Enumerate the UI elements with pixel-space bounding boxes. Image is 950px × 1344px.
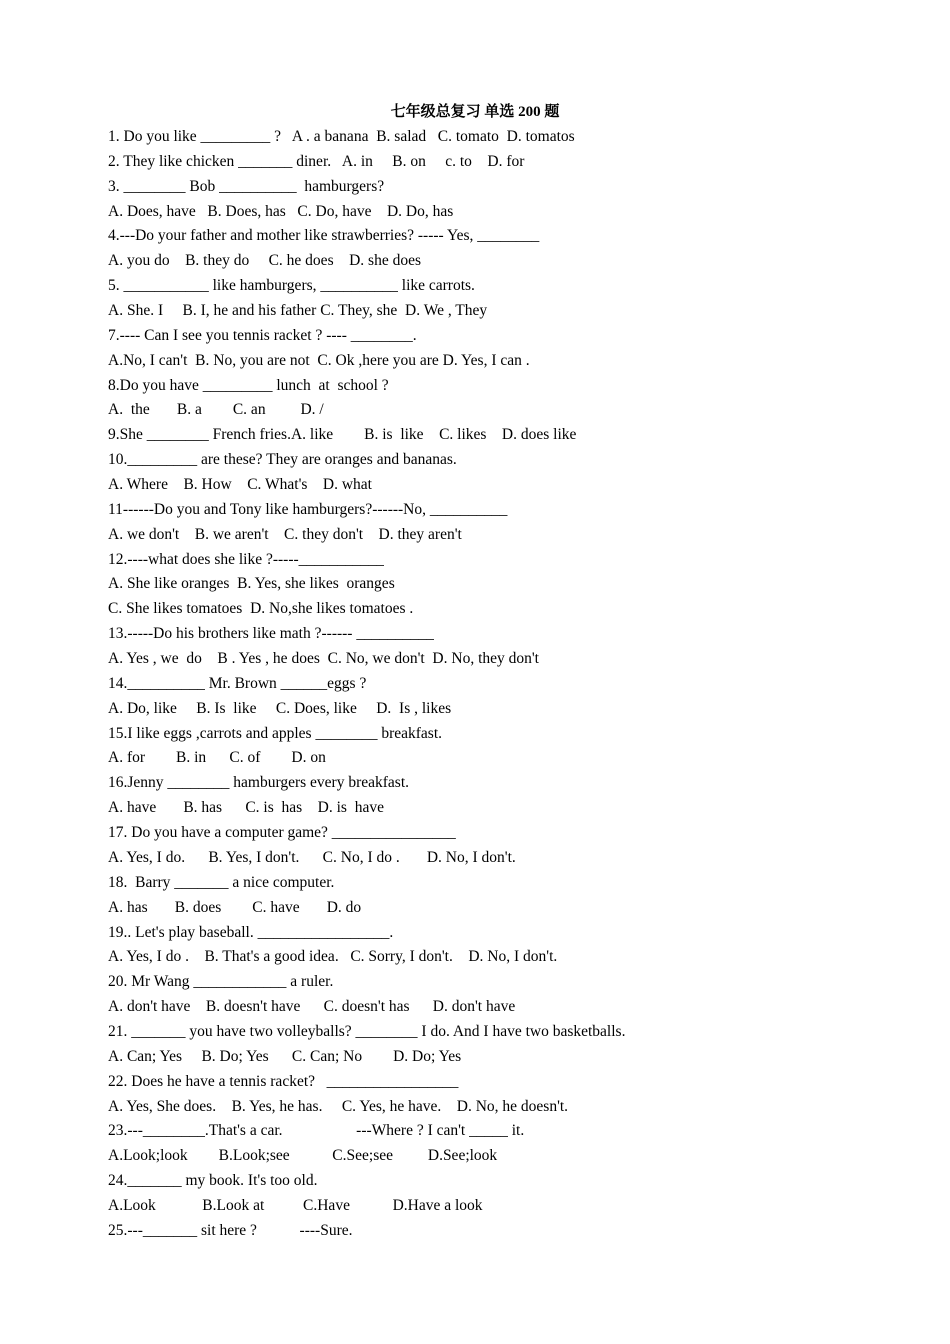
- question-line: 15.I like eggs ,carrots and apples ________ breakfast.: [108, 724, 443, 742]
- question-line: A. Where B. How C. What's D. what: [108, 476, 372, 494]
- question-line: A. Yes, I do . B. That's a good idea. C. Sorry, I don't. D. No, I don't.: [108, 948, 558, 966]
- question-line: A.Look B.Look at C.Have D.Have a look: [108, 1196, 483, 1214]
- question-line: 14.__________ Mr. Brown ______eggs ?: [108, 674, 367, 692]
- question-line: 22. Does he have a tennis racket? _________________: [108, 1072, 459, 1090]
- question-line: 11------Do you and Tony like hamburgers?------No, __________: [108, 500, 508, 518]
- question-line: 18. Barry _______ a nice computer.: [108, 873, 335, 891]
- question-line: A. She. I B. I, he and his father C. They, she D. We , They: [108, 302, 488, 320]
- question-line: 12.----what does she like ?-----___________: [108, 550, 384, 568]
- question-line: A. have B. has C. is has D. is have: [108, 799, 384, 817]
- question-line: A. Yes, I do. B. Yes, I don't. C. No, I do . D. No, I don't.: [108, 848, 516, 866]
- question-line: A. Can; Yes B. Do; Yes C. Can; No D. Do; Yes: [108, 1047, 462, 1065]
- question-line: 24._______ my book. It's too old.: [108, 1172, 318, 1190]
- question-line: A. Yes , we do B . Yes , he does C. No, we don't D. No, they don't: [108, 650, 539, 668]
- page-title: 七年级总复习 单选 200 题: [390, 104, 560, 120]
- question-line: A. you do B. they do C. he does D. she does: [108, 252, 421, 270]
- question-line: 5. ___________ like hamburgers, __________ like carrots.: [108, 277, 475, 295]
- question-line: 25.---_______ sit here ? ----Sure.: [108, 1221, 353, 1239]
- question-line: A.No, I can't B. No, you are not C. Ok ,here you are D. Yes, I can .: [108, 351, 530, 369]
- question-line: 1. Do you like _________ ? A . a banana B. salad C. tomato D. tomatos: [108, 128, 575, 145]
- question-list: [108, 125, 908, 1244]
- question-line: 23.---________.That's a car. ---Where ? I can't _____ it.: [108, 1122, 525, 1140]
- question-line: A. Does, have B. Does, has C. Do, have D. Do, has: [108, 202, 454, 220]
- question-line: 10._________ are these? They are oranges and bananas.: [108, 451, 457, 469]
- question-line: 17. Do you have a computer game? ________________: [108, 824, 456, 842]
- question-line: 13.-----Do his brothers like math ?------ __________: [108, 625, 434, 643]
- question-line: 3. ________ Bob __________ hamburgers?: [108, 177, 385, 195]
- question-line: 16.Jenny ________ hamburgers every breakfast.: [108, 774, 410, 792]
- question-line: A. Do, like B. Is like C. Does, like D. Is , likes: [108, 699, 452, 717]
- question-line: A. for B. in C. of D. on: [108, 749, 326, 767]
- question-line: A. She like oranges B. Yes, she likes oranges: [108, 575, 395, 593]
- question-line: A. has B. does C. have D. do: [108, 898, 362, 916]
- question-line: A. we don't B. we aren't C. they don't D. they aren't: [108, 525, 462, 543]
- question-line: 19.. Let's play baseball. _________________.: [108, 923, 394, 941]
- question-line: A.Look;look B.Look;see C.See;see D.See;look: [108, 1147, 498, 1165]
- question-line: 7.---- Can I see you tennis racket ? ---- ________.: [108, 326, 417, 344]
- question-line: 9.She ________ French fries.A. like B. is like C. likes D. does like: [108, 426, 577, 444]
- question-line: A. don't have B. doesn't have C. doesn't has D. don't have: [108, 998, 516, 1016]
- question-line: A. Yes, She does. B. Yes, he has. C. Yes, he have. D. No, he doesn't.: [108, 1097, 569, 1115]
- question-line: 4.---Do your father and mother like strawberries? ----- Yes, ________: [108, 227, 540, 245]
- question-line: A. the B. a C. an D. /: [108, 401, 324, 419]
- question-line: 2. They like chicken _______ diner. A. in B. on c. to D. for: [108, 152, 525, 170]
- question-line: 21. _______ you have two volleyballs? ________ I do. And I have two basketballs.: [108, 1022, 626, 1040]
- question-line: 20. Mr Wang ____________ a ruler.: [108, 973, 334, 991]
- question-line: 8.Do you have _________ lunch at school ?: [108, 376, 389, 394]
- question-line: C. She likes tomatoes D. No,she likes tomatoes .: [108, 600, 414, 618]
